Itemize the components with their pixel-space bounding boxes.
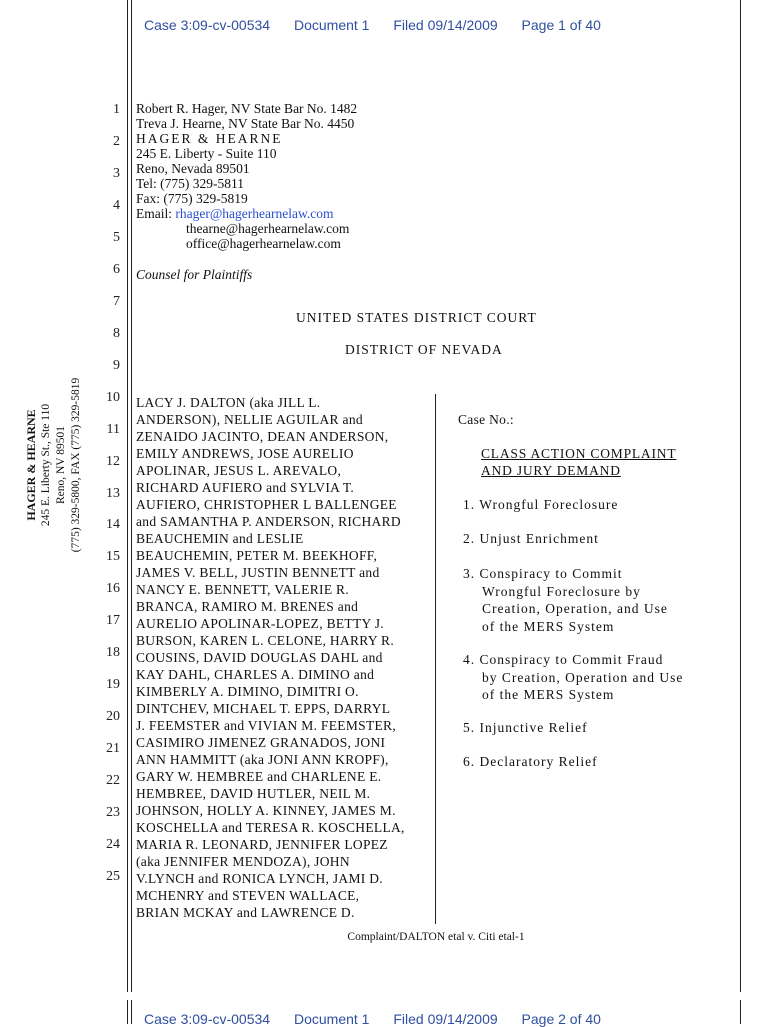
next-header-case-number: Case 3:09-cv-00534 bbox=[144, 1011, 271, 1027]
party-line: V.LYNCH and RONICA LYNCH, JAMI D. bbox=[136, 871, 383, 886]
claim-text: Unjust Enrichment bbox=[479, 531, 599, 546]
email-label: Email: bbox=[136, 206, 176, 221]
party-line: and SAMANTHA P. ANDERSON, RICHARD bbox=[136, 514, 401, 529]
party-line: AURELIO APOLINAR-LOPEZ, BETTY J. bbox=[136, 616, 384, 631]
line-number: 19 bbox=[106, 677, 120, 692]
party-line: COUSINS, DAVID DOUGLAS DAHL and bbox=[136, 650, 383, 665]
line-number: 7 bbox=[113, 294, 120, 309]
next-page-header bbox=[144, 1011, 621, 1027]
party-line: ANN HAMMITT (aka JONI ANN KROPF), bbox=[136, 752, 389, 767]
party-line: BRIAN MCKAY and LAWRENCE D. bbox=[136, 905, 355, 920]
claim-number: 5. bbox=[463, 720, 476, 735]
party-line: BEAUCHEMIN, PETER M. BEEKHOFF, bbox=[136, 548, 378, 563]
sidebar-firm-phone: (775) 329-5800, FAX (775) 329-5819 bbox=[70, 377, 82, 553]
attorney-2: Treva J. Hearne, NV State Bar No. 4450 bbox=[136, 116, 355, 131]
claim-number: 3. bbox=[463, 566, 476, 581]
line-number: 5 bbox=[113, 230, 120, 245]
parties-list bbox=[136, 394, 436, 921]
party-line: NANCY E. BENNETT, VALERIE R. bbox=[136, 582, 350, 597]
sidebar-firm-address: 245 E. Liberty St., Ste 110 bbox=[40, 403, 52, 527]
party-line: BURSON, KAREN L. CELONE, HARRY R. bbox=[136, 633, 395, 648]
party-line: BRANCA, RAMIRO M. BRENES and bbox=[136, 599, 359, 614]
claim-5 bbox=[463, 719, 588, 737]
caption-divider bbox=[435, 394, 436, 924]
party-line: AUFIERO, CHRISTOPHER L BALLENGEE bbox=[136, 497, 397, 512]
line-number: 20 bbox=[106, 709, 120, 724]
party-line: KIMBERLY A. DIMINO, DIMITRI O. bbox=[136, 684, 359, 699]
header-page-count: Page 1 of 40 bbox=[521, 17, 601, 33]
counsel-role: Counsel for Plaintiffs bbox=[136, 267, 253, 282]
party-line: J. FEEMSTER and VIVIAN M. FEEMSTER, bbox=[136, 718, 397, 733]
margin-rule-left-outer-next bbox=[127, 1000, 128, 1024]
claim-6 bbox=[463, 753, 598, 771]
claim-text: Conspiracy to Commit bbox=[479, 566, 623, 581]
claim-text: Wrongful Foreclosure by bbox=[482, 583, 641, 599]
court-name: UNITED STATES DISTRICT COURT bbox=[296, 310, 537, 325]
email-line bbox=[136, 206, 357, 221]
case-number-label: Case No.: bbox=[458, 412, 514, 427]
party-line: CASIMIRO JIMENEZ GRANADOS, JONI bbox=[136, 735, 386, 750]
line-number: 16 bbox=[106, 581, 120, 596]
court-district: DISTRICT OF NEVADA bbox=[345, 342, 503, 357]
claim-text: of the MERS System bbox=[482, 687, 615, 702]
party-line: JOHNSON, HOLLY A. KINNEY, JAMES M. bbox=[136, 803, 396, 818]
header-case-number: Case 3:09-cv-00534 bbox=[144, 17, 271, 33]
claim-text: Declaratory Relief bbox=[479, 754, 598, 769]
sidebar-firm-name: HAGER & HEARNE bbox=[24, 409, 38, 521]
claim-1 bbox=[463, 496, 618, 514]
claim-text: of the MERS System bbox=[482, 618, 615, 634]
claim-2 bbox=[463, 530, 599, 548]
party-line: KOSCHELLA and TERESA R. KOSCHELLA, bbox=[136, 820, 405, 835]
firm-tel: Tel: (775) 329-5811 bbox=[136, 176, 245, 191]
sidebar-firm-city: Reno, NV 89501 bbox=[55, 425, 67, 505]
party-line: DINTCHEV, MICHAEL T. EPPS, DARRYL bbox=[136, 701, 391, 716]
line-number: 24 bbox=[106, 837, 120, 852]
line-number: 3 bbox=[113, 166, 120, 181]
party-line: BEAUCHEMIN and LESLIE bbox=[136, 531, 304, 546]
firm-name: HAGER & HEARNE bbox=[136, 131, 283, 146]
party-line: LACY J. DALTON (aka JILL L. bbox=[136, 395, 321, 410]
line-number: 21 bbox=[106, 741, 120, 756]
party-line: (aka JENNIFER MENDOZA), JOHN bbox=[136, 854, 350, 869]
page-header bbox=[144, 17, 621, 33]
complaint-title-line2: AND JURY DEMAND bbox=[481, 463, 621, 478]
claim-number: 2. bbox=[463, 531, 476, 546]
counsel-block bbox=[136, 101, 357, 251]
line-number: 12 bbox=[106, 454, 120, 469]
margin-rule-left-inner bbox=[131, 0, 132, 1024]
line-number: 1 bbox=[113, 102, 120, 117]
claim-number: 6. bbox=[463, 754, 476, 769]
party-line: APOLINAR, JESUS L. AREVALO, bbox=[136, 463, 342, 478]
party-line: ZENAIDO JACINTO, DEAN ANDERSON, bbox=[136, 429, 389, 444]
line-number: 2 bbox=[113, 134, 120, 149]
email-thearne: thearne@hagerhearnelaw.com bbox=[186, 221, 350, 236]
party-line: EMILY ANDREWS, JOSE AURELIO bbox=[136, 446, 354, 461]
attorney-1: Robert R. Hager, NV State Bar No. 1482 bbox=[136, 101, 358, 116]
party-line: JAMES V. BELL, JUSTIN BENNETT and bbox=[136, 565, 380, 580]
email-office: office@hagerhearnelaw.com bbox=[186, 236, 341, 251]
claim-text: Wrongful Foreclosure bbox=[479, 497, 619, 512]
next-header-page-count: Page 2 of 40 bbox=[521, 1011, 601, 1027]
header-filed-date: Filed 09/14/2009 bbox=[393, 17, 498, 33]
line-number: 22 bbox=[106, 773, 120, 788]
party-line: MCHENRY and STEVEN WALLACE, bbox=[136, 888, 360, 903]
firm-fax: Fax: (775) 329-5819 bbox=[136, 191, 248, 206]
firm-sidebar bbox=[24, 365, 84, 565]
margin-rule-right-next bbox=[740, 1000, 741, 1024]
line-number: 9 bbox=[113, 358, 120, 373]
line-number: 18 bbox=[106, 645, 120, 660]
party-line: KAY DAHL, CHARLES A. DIMINO and bbox=[136, 667, 375, 682]
firm-street: 245 E. Liberty - Suite 110 bbox=[136, 146, 277, 161]
line-number: 17 bbox=[106, 613, 120, 628]
claim-text: Injunctive Relief bbox=[479, 720, 588, 735]
party-line: RICHARD AUFIERO and SYLVIA T. bbox=[136, 480, 355, 495]
header-document: Document 1 bbox=[293, 17, 370, 33]
line-number: 11 bbox=[106, 422, 120, 437]
party-line: MARIA R. LEONARD, JENNIFER LOPEZ bbox=[136, 837, 388, 852]
claim-3 bbox=[463, 565, 668, 635]
email-link-rhager[interactable]: rhager@hagerhearnelaw.com bbox=[175, 206, 334, 221]
line-number: 6 bbox=[113, 262, 120, 277]
page-footer: Complaint/DALTON etal v. Citi etal-1 bbox=[347, 931, 525, 943]
claim-number: 4. bbox=[463, 652, 476, 667]
claim-text: Conspiracy to Commit Fraud bbox=[479, 652, 664, 667]
claim-text: Creation, Operation, and Use bbox=[482, 601, 668, 616]
complaint-title-line1: CLASS ACTION COMPLAINT bbox=[481, 446, 677, 461]
claim-text: by Creation, Operation and Use bbox=[482, 669, 684, 685]
line-number: 14 bbox=[106, 517, 120, 532]
firm-city: Reno, Nevada 89501 bbox=[136, 161, 250, 176]
party-line: HEMBREE, DAVID HUTLER, NEIL M. bbox=[136, 786, 371, 801]
line-number: 10 bbox=[106, 390, 120, 405]
line-number: 4 bbox=[113, 198, 120, 213]
claim-number: 1. bbox=[463, 497, 476, 512]
next-header-document: Document 1 bbox=[293, 1011, 370, 1027]
margin-rule-right bbox=[740, 0, 741, 1024]
claim-4 bbox=[463, 651, 683, 704]
page-break bbox=[0, 992, 768, 1000]
complaint-title bbox=[481, 445, 676, 479]
line-number: 23 bbox=[106, 805, 120, 820]
line-number: 25 bbox=[106, 869, 120, 884]
margin-rule-left-outer bbox=[127, 0, 128, 1024]
line-number: 15 bbox=[106, 549, 120, 564]
party-line: GARY W. HEMBREE and CHARLENE E. bbox=[136, 769, 382, 784]
line-number: 8 bbox=[113, 326, 120, 341]
line-number: 13 bbox=[106, 486, 120, 501]
next-header-filed-date: Filed 09/14/2009 bbox=[393, 1011, 498, 1027]
margin-rule-left-inner-next bbox=[131, 1000, 132, 1024]
party-line: ANDERSON), NELLIE AGUILAR and bbox=[136, 412, 363, 427]
